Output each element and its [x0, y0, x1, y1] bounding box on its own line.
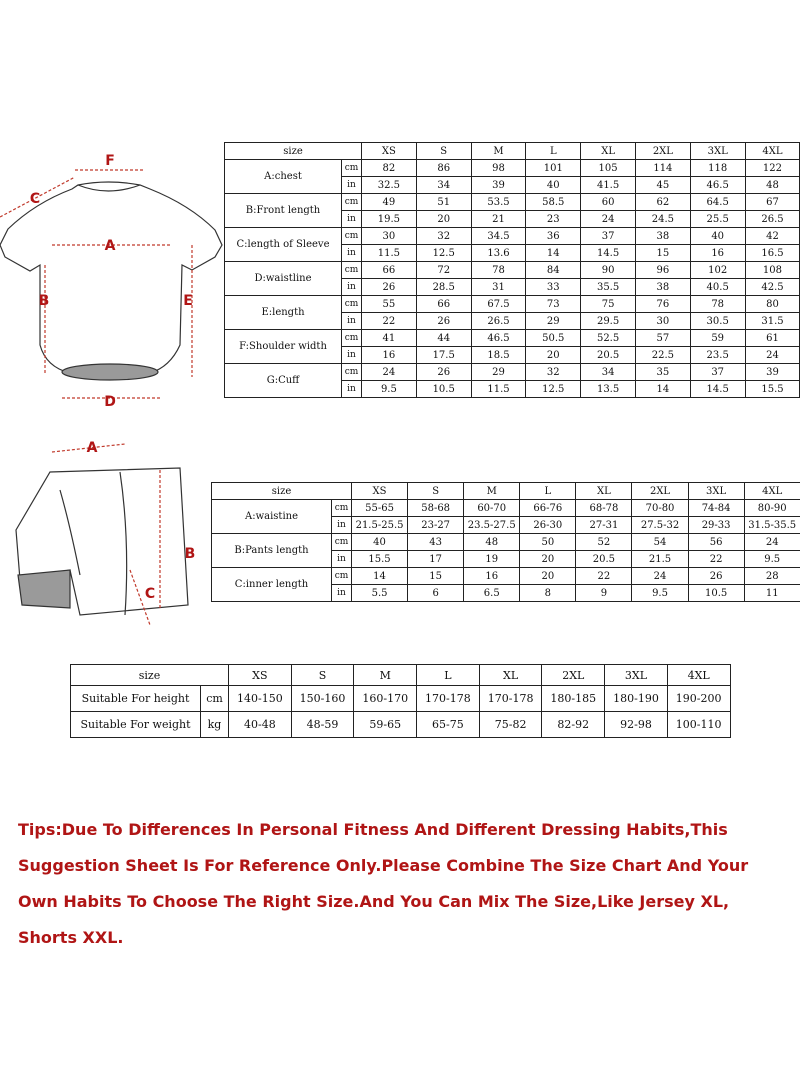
unit-label: cm — [332, 500, 352, 517]
value-cell: 15.5 — [745, 381, 800, 398]
value-cell: 92-98 — [605, 712, 668, 738]
unit-label: cm — [342, 262, 362, 279]
value-cell: 31 — [471, 279, 526, 296]
table-row — [225, 262, 800, 279]
table-row — [225, 296, 800, 313]
value-cell: 70-80 — [632, 500, 688, 517]
value-cell: 21.5 — [632, 551, 688, 568]
value-cell: 11.5 — [471, 381, 526, 398]
size-column-header: XL — [581, 143, 636, 160]
value-cell: 23-27 — [408, 517, 464, 534]
value-cell: 65-75 — [417, 712, 480, 738]
unit-label: in — [342, 381, 362, 398]
value-cell: 11 — [744, 585, 800, 602]
value-cell: 15.5 — [352, 551, 408, 568]
value-cell: 61 — [745, 330, 800, 347]
value-cell: 11.5 — [362, 245, 417, 262]
measurement-label: C:inner length — [212, 568, 332, 602]
table-row — [225, 228, 800, 245]
unit-label: cm — [201, 686, 229, 712]
value-cell: 78 — [690, 296, 745, 313]
value-cell: 14 — [526, 245, 581, 262]
value-cell: 29 — [471, 364, 526, 381]
size-column-header: S — [291, 665, 354, 686]
measurement-label: B:Pants length — [212, 534, 332, 568]
size-header: size — [71, 665, 229, 686]
measurement-label: F:Shoulder width — [225, 330, 342, 364]
fit-size-table — [70, 664, 731, 738]
value-cell: 22.5 — [635, 347, 690, 364]
value-cell: 20 — [526, 347, 581, 364]
unit-label: cm — [342, 364, 362, 381]
value-cell: 180-190 — [605, 686, 668, 712]
value-cell: 73 — [526, 296, 581, 313]
value-cell: 31.5-35.5 — [744, 517, 800, 534]
value-cell: 9.5 — [632, 585, 688, 602]
tips-text: Tips:Due To Differences In Personal Fitness And Different Dressing Habits,This Suggestion Sheet Is For Reference Only.Please Combine The Size Chart And Your Own Habits To Choose The Right Size.And You Can Mix The Size,Like Jersey XL, Shorts XXL. — [18, 820, 749, 947]
value-cell: 40.5 — [690, 279, 745, 296]
value-cell: 23.5 — [690, 347, 745, 364]
value-cell: 32 — [416, 228, 471, 245]
value-cell: 22 — [688, 551, 744, 568]
value-cell: 52.5 — [581, 330, 636, 347]
value-cell: 30 — [362, 228, 417, 245]
fit-label: Suitable For height — [71, 686, 201, 712]
unit-label: cm — [342, 194, 362, 211]
size-column-header: S — [408, 483, 464, 500]
fit-label: Suitable For weight — [71, 712, 201, 738]
jersey-letter-e: E — [183, 293, 193, 309]
value-cell: 41.5 — [581, 177, 636, 194]
table-row — [225, 364, 800, 381]
value-cell: 49 — [362, 194, 417, 211]
table-row — [225, 194, 800, 211]
value-cell: 14.5 — [581, 245, 636, 262]
value-cell: 10.5 — [416, 381, 471, 398]
value-cell: 34 — [416, 177, 471, 194]
value-cell: 48-59 — [291, 712, 354, 738]
value-cell: 9.5 — [362, 381, 417, 398]
value-cell: 84 — [526, 262, 581, 279]
value-cell: 37 — [690, 364, 745, 381]
value-cell: 23 — [526, 211, 581, 228]
value-cell: 58-68 — [408, 500, 464, 517]
value-cell: 6.5 — [464, 585, 520, 602]
jersey-diagram — [0, 145, 224, 415]
unit-label: in — [332, 551, 352, 568]
size-column-header: 4XL — [745, 143, 800, 160]
value-cell: 35 — [635, 364, 690, 381]
value-cell: 10.5 — [688, 585, 744, 602]
value-cell: 140-150 — [229, 686, 292, 712]
value-cell: 46.5 — [471, 330, 526, 347]
table-row — [71, 712, 731, 738]
unit-label: in — [342, 245, 362, 262]
value-cell: 6 — [408, 585, 464, 602]
size-column-header: S — [416, 143, 471, 160]
value-cell: 150-160 — [291, 686, 354, 712]
value-cell: 9 — [576, 585, 632, 602]
value-cell: 26 — [362, 279, 417, 296]
table-row — [225, 160, 800, 177]
value-cell: 53.5 — [471, 194, 526, 211]
value-cell: 31.5 — [745, 313, 800, 330]
value-cell: 50.5 — [526, 330, 581, 347]
measurement-label: G:Cuff — [225, 364, 342, 398]
value-cell: 75 — [581, 296, 636, 313]
shorts-letter-c: C — [144, 586, 156, 602]
value-cell: 67.5 — [471, 296, 526, 313]
value-cell: 190-200 — [667, 686, 730, 712]
value-cell: 98 — [471, 160, 526, 177]
size-column-header: 3XL — [605, 665, 668, 686]
value-cell: 29.5 — [581, 313, 636, 330]
value-cell: 24 — [581, 211, 636, 228]
unit-label: cm — [342, 330, 362, 347]
size-column-header: M — [464, 483, 520, 500]
table-row — [225, 330, 800, 347]
value-cell: 42 — [745, 228, 800, 245]
size-column-header: XS — [352, 483, 408, 500]
jersey-letter-b: B — [38, 293, 50, 309]
value-cell: 72 — [416, 262, 471, 279]
value-cell: 24 — [362, 364, 417, 381]
value-cell: 32.5 — [362, 177, 417, 194]
value-cell: 122 — [745, 160, 800, 177]
value-cell: 57 — [635, 330, 690, 347]
unit-label: in — [332, 517, 352, 534]
size-column-header: 4XL — [744, 483, 800, 500]
unit-label: in — [332, 585, 352, 602]
value-cell: 42.5 — [745, 279, 800, 296]
shorts-size-table — [211, 482, 800, 602]
measurement-label: A:waistine — [212, 500, 332, 534]
unit-label: cm — [332, 534, 352, 551]
value-cell: 29-33 — [688, 517, 744, 534]
value-cell: 40 — [352, 534, 408, 551]
value-cell: 26-30 — [520, 517, 576, 534]
value-cell: 66 — [362, 262, 417, 279]
size-column-header: 2XL — [635, 143, 690, 160]
value-cell: 22 — [362, 313, 417, 330]
value-cell: 37 — [581, 228, 636, 245]
value-cell: 20 — [520, 551, 576, 568]
unit-label: cm — [342, 160, 362, 177]
value-cell: 27.5-32 — [632, 517, 688, 534]
value-cell: 33 — [526, 279, 581, 296]
value-cell: 39 — [745, 364, 800, 381]
value-cell: 170-178 — [417, 686, 480, 712]
value-cell: 40 — [690, 228, 745, 245]
value-cell: 43 — [408, 534, 464, 551]
value-cell: 19 — [464, 551, 520, 568]
value-cell: 170-178 — [479, 686, 542, 712]
value-cell: 5.5 — [352, 585, 408, 602]
value-cell: 14 — [352, 568, 408, 585]
size-header: size — [225, 143, 362, 160]
size-column-header: XL — [576, 483, 632, 500]
size-column-header: 4XL — [667, 665, 730, 686]
value-cell: 24 — [745, 347, 800, 364]
value-cell: 54 — [632, 534, 688, 551]
value-cell: 56 — [688, 534, 744, 551]
value-cell: 21 — [471, 211, 526, 228]
measurement-label: E:length — [225, 296, 342, 330]
value-cell: 68-78 — [576, 500, 632, 517]
value-cell: 39 — [471, 177, 526, 194]
value-cell: 62 — [635, 194, 690, 211]
value-cell: 38 — [635, 228, 690, 245]
value-cell: 50 — [520, 534, 576, 551]
header-row — [225, 143, 800, 160]
value-cell: 25.5 — [690, 211, 745, 228]
value-cell: 78 — [471, 262, 526, 279]
unit-label: kg — [201, 712, 229, 738]
value-cell: 20.5 — [576, 551, 632, 568]
value-cell: 18.5 — [471, 347, 526, 364]
value-cell: 20.5 — [581, 347, 636, 364]
value-cell: 82 — [362, 160, 417, 177]
value-cell: 35.5 — [581, 279, 636, 296]
value-cell: 32 — [526, 364, 581, 381]
jersey-letter-d: D — [104, 394, 116, 410]
value-cell: 41 — [362, 330, 417, 347]
value-cell: 29 — [526, 313, 581, 330]
unit-label: cm — [342, 228, 362, 245]
value-cell: 12.5 — [526, 381, 581, 398]
value-cell: 9.5 — [744, 551, 800, 568]
value-cell: 51 — [416, 194, 471, 211]
value-cell: 76 — [635, 296, 690, 313]
value-cell: 30.5 — [690, 313, 745, 330]
value-cell: 16 — [362, 347, 417, 364]
header-row — [71, 665, 731, 686]
value-cell: 16 — [464, 568, 520, 585]
value-cell: 108 — [745, 262, 800, 279]
shorts-diagram — [10, 430, 210, 630]
size-column-header: XL — [479, 665, 542, 686]
value-cell: 26.5 — [471, 313, 526, 330]
unit-label: in — [342, 279, 362, 296]
value-cell: 21.5-25.5 — [352, 517, 408, 534]
value-cell: 74-84 — [688, 500, 744, 517]
value-cell: 16.5 — [745, 245, 800, 262]
value-cell: 13.5 — [581, 381, 636, 398]
size-column-header: XS — [362, 143, 417, 160]
value-cell: 36 — [526, 228, 581, 245]
value-cell: 14.5 — [690, 381, 745, 398]
value-cell: 24.5 — [635, 211, 690, 228]
value-cell: 15 — [408, 568, 464, 585]
value-cell: 180-185 — [542, 686, 605, 712]
size-column-header: L — [520, 483, 576, 500]
value-cell: 22 — [576, 568, 632, 585]
value-cell: 20 — [520, 568, 576, 585]
value-cell: 82-92 — [542, 712, 605, 738]
value-cell: 67 — [745, 194, 800, 211]
size-column-header: 3XL — [688, 483, 744, 500]
value-cell: 75-82 — [479, 712, 542, 738]
shorts-letter-b: B — [184, 546, 196, 562]
value-cell: 28.5 — [416, 279, 471, 296]
size-column-header: M — [354, 665, 417, 686]
value-cell: 60-70 — [464, 500, 520, 517]
measurement-label: B:Front length — [225, 194, 342, 228]
value-cell: 64.5 — [690, 194, 745, 211]
value-cell: 66-76 — [520, 500, 576, 517]
value-cell: 80-90 — [744, 500, 800, 517]
measurement-label: A:chest — [225, 160, 342, 194]
unit-label: cm — [342, 296, 362, 313]
value-cell: 96 — [635, 262, 690, 279]
size-header: size — [212, 483, 352, 500]
unit-label: in — [342, 177, 362, 194]
value-cell: 45 — [635, 177, 690, 194]
value-cell: 26 — [688, 568, 744, 585]
table-row — [212, 568, 800, 585]
value-cell: 17.5 — [416, 347, 471, 364]
measurement-label: D:waistline — [225, 262, 342, 296]
shorts-letter-a: A — [86, 440, 98, 456]
jersey-letter-f: F — [105, 153, 115, 169]
value-cell: 14 — [635, 381, 690, 398]
size-column-header: L — [526, 143, 581, 160]
value-cell: 26 — [416, 313, 471, 330]
unit-label: cm — [332, 568, 352, 585]
value-cell: 160-170 — [354, 686, 417, 712]
value-cell: 13.6 — [471, 245, 526, 262]
value-cell: 58.5 — [526, 194, 581, 211]
value-cell: 34.5 — [471, 228, 526, 245]
header-row — [212, 483, 800, 500]
size-column-header: 3XL — [690, 143, 745, 160]
value-cell: 46.5 — [690, 177, 745, 194]
value-cell: 66 — [416, 296, 471, 313]
unit-label: in — [342, 211, 362, 228]
value-cell: 28 — [744, 568, 800, 585]
size-column-header: XS — [229, 665, 292, 686]
value-cell: 34 — [581, 364, 636, 381]
value-cell: 19.5 — [362, 211, 417, 228]
table-row — [212, 500, 800, 517]
value-cell: 30 — [635, 313, 690, 330]
unit-label: in — [342, 313, 362, 330]
size-column-header: M — [471, 143, 526, 160]
value-cell: 55 — [362, 296, 417, 313]
value-cell: 16 — [690, 245, 745, 262]
jersey-letter-a: A — [104, 238, 116, 254]
value-cell: 23.5-27.5 — [464, 517, 520, 534]
value-cell: 80 — [745, 296, 800, 313]
value-cell: 90 — [581, 262, 636, 279]
table-row — [71, 686, 731, 712]
jersey-letter-c: C — [29, 191, 41, 207]
value-cell: 102 — [690, 262, 745, 279]
size-column-header: 2XL — [542, 665, 605, 686]
value-cell: 59 — [690, 330, 745, 347]
value-cell: 8 — [520, 585, 576, 602]
value-cell: 24 — [632, 568, 688, 585]
value-cell: 59-65 — [354, 712, 417, 738]
value-cell: 12.5 — [416, 245, 471, 262]
value-cell: 60 — [581, 194, 636, 211]
value-cell: 27-31 — [576, 517, 632, 534]
value-cell: 52 — [576, 534, 632, 551]
unit-label: in — [342, 347, 362, 364]
value-cell: 20 — [416, 211, 471, 228]
value-cell: 48 — [464, 534, 520, 551]
value-cell: 26 — [416, 364, 471, 381]
jersey-size-table — [224, 142, 800, 398]
value-cell: 101 — [526, 160, 581, 177]
value-cell: 15 — [635, 245, 690, 262]
value-cell: 118 — [690, 160, 745, 177]
value-cell: 44 — [416, 330, 471, 347]
value-cell: 55-65 — [352, 500, 408, 517]
value-cell: 38 — [635, 279, 690, 296]
value-cell: 86 — [416, 160, 471, 177]
value-cell: 17 — [408, 551, 464, 568]
value-cell: 40 — [526, 177, 581, 194]
value-cell: 24 — [744, 534, 800, 551]
value-cell: 40-48 — [229, 712, 292, 738]
value-cell: 105 — [581, 160, 636, 177]
value-cell: 100-110 — [667, 712, 730, 738]
value-cell: 26.5 — [745, 211, 800, 228]
size-column-header: 2XL — [632, 483, 688, 500]
measurement-label: C:length of Sleeve — [225, 228, 342, 262]
value-cell: 114 — [635, 160, 690, 177]
value-cell: 48 — [745, 177, 800, 194]
table-row — [212, 534, 800, 551]
size-column-header: L — [417, 665, 480, 686]
